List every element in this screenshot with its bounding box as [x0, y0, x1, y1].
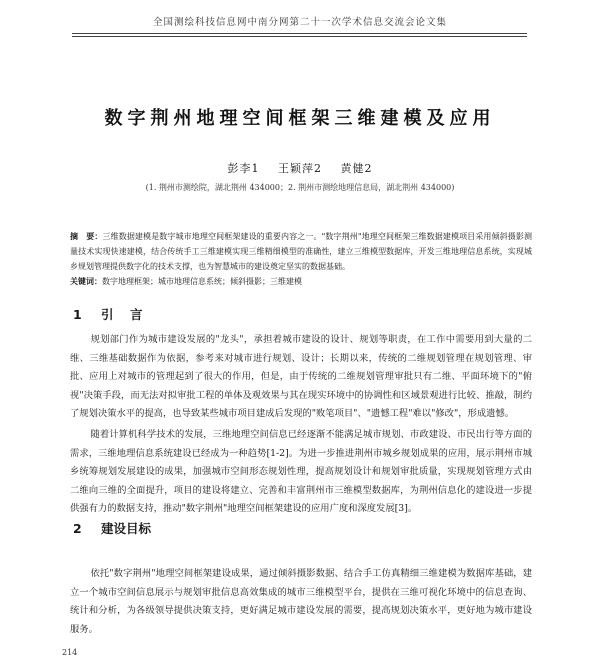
abstract-text: 三维数据建模是数字城市地理空间框架建设的重要内容之一。"数字荆州"地理空间框架三维数据建模项目采用倾斜摄影测量技术实现快速建模，结合传统手工三维建模实现三维精细模型的准确性，建立三维模型数据库，开发三维地理信息系统，实现城乡规划管理提供数字化的技术支撑，也为智慧城市的建设奠定坚实的数据基础。 [70, 232, 532, 271]
keywords-text: 数字地理框架；城市地理信息系统；倾斜摄影；三维建模 [102, 277, 302, 286]
section-title: 建设目标 [101, 521, 152, 536]
keywords [70, 274, 532, 289]
header-rule-bottom [72, 36, 527, 37]
author-2: 王颖萍2 [278, 162, 322, 175]
affiliations: (1. 荆州市测绘院，湖北荆州 434000；2. 荆州市测绘地理信息局，湖北荆州 434000) [145, 183, 455, 192]
running-head: 全国测绘科技信息网中南分网第二十一次学术信息交流会论文集 [152, 17, 447, 28]
author-list [0, 160, 600, 176]
paragraph-goals-1: 依托"数字荆州"地理空间框架建设成果，通过倾斜摄影数据、结合手工仿真精细三维建模为数据库基础，建立一个城市空间信息展示与规划审批信息高效集成的城市三维模型平台，提供在三维可视化环境中的信息查询、统计和分析，为各级领导提供决策支持，更好满足城市建设发展的需要，提高规划决策水平，更好地为城市建设服务。 [70, 568, 532, 635]
section-title: 引 言 [101, 307, 145, 322]
abstract-label: 摘 要： [70, 232, 103, 241]
paragraph-intro-2: 随着计算机科学技术的发展，三维地理空间信息已经逐渐不能满足城市规划、市政建设、市民出行等方面的需求，三维地理信息系统建设已经成为一种趋势[1-2]。为进一步推进荆州市城乡规划成果的应用，展示荆州市城乡统筹规划发展建设的成果，加强城市空间形态规划性理，提高规划设计和规划审批质量，实现规划管理方式由二维向三维的全面提升，项目的建设将建立、完善和丰富荆州市三维模型数据库，为荆州信息化的建设进一步提供强有力的数据支持，推动"数字荆州"地理空间框架建设的应用广度和深度发展[3]。 [70, 429, 532, 515]
header-rule-top [72, 33, 527, 34]
author-1: 彭李1 [227, 162, 260, 175]
author-3: 黄健2 [340, 162, 373, 175]
section-heading-goals [73, 519, 151, 537]
keywords-label: 关键词： [70, 277, 102, 286]
paragraph-intro-1: 规划部门作为城市建设发展的"龙头"，承担着城市建设的设计、规划等职责，在工作中需要用到大量的二维、三维基础数据作为依据，参考来对城市进行规划、设计；长期以来，传统的二维规划管理在规划管理、审批、应用上对城市的管理起到了很大的作用，但是，由于传统的二维规划管理审批只有二维、平面环境下的"俯视"决策手段，而无法对拟审批工程的单体及观效果与其在现实环境中的协调性和区域景观进行比较、推敲，制约了规划决策水平的提高，也导致某些城市项目建成后发现的"败笔项目"、"遗憾工程"难以"修改"，形成遗憾。 [70, 334, 532, 420]
section-number: 2 [73, 521, 82, 536]
section-heading-introduction [73, 305, 145, 323]
section-number: 1 [73, 307, 84, 322]
abstract [70, 229, 532, 274]
paper-title: 数字荆州地理空间框架三维建模及应用 [104, 108, 496, 129]
page-number: 214 [62, 648, 78, 657]
